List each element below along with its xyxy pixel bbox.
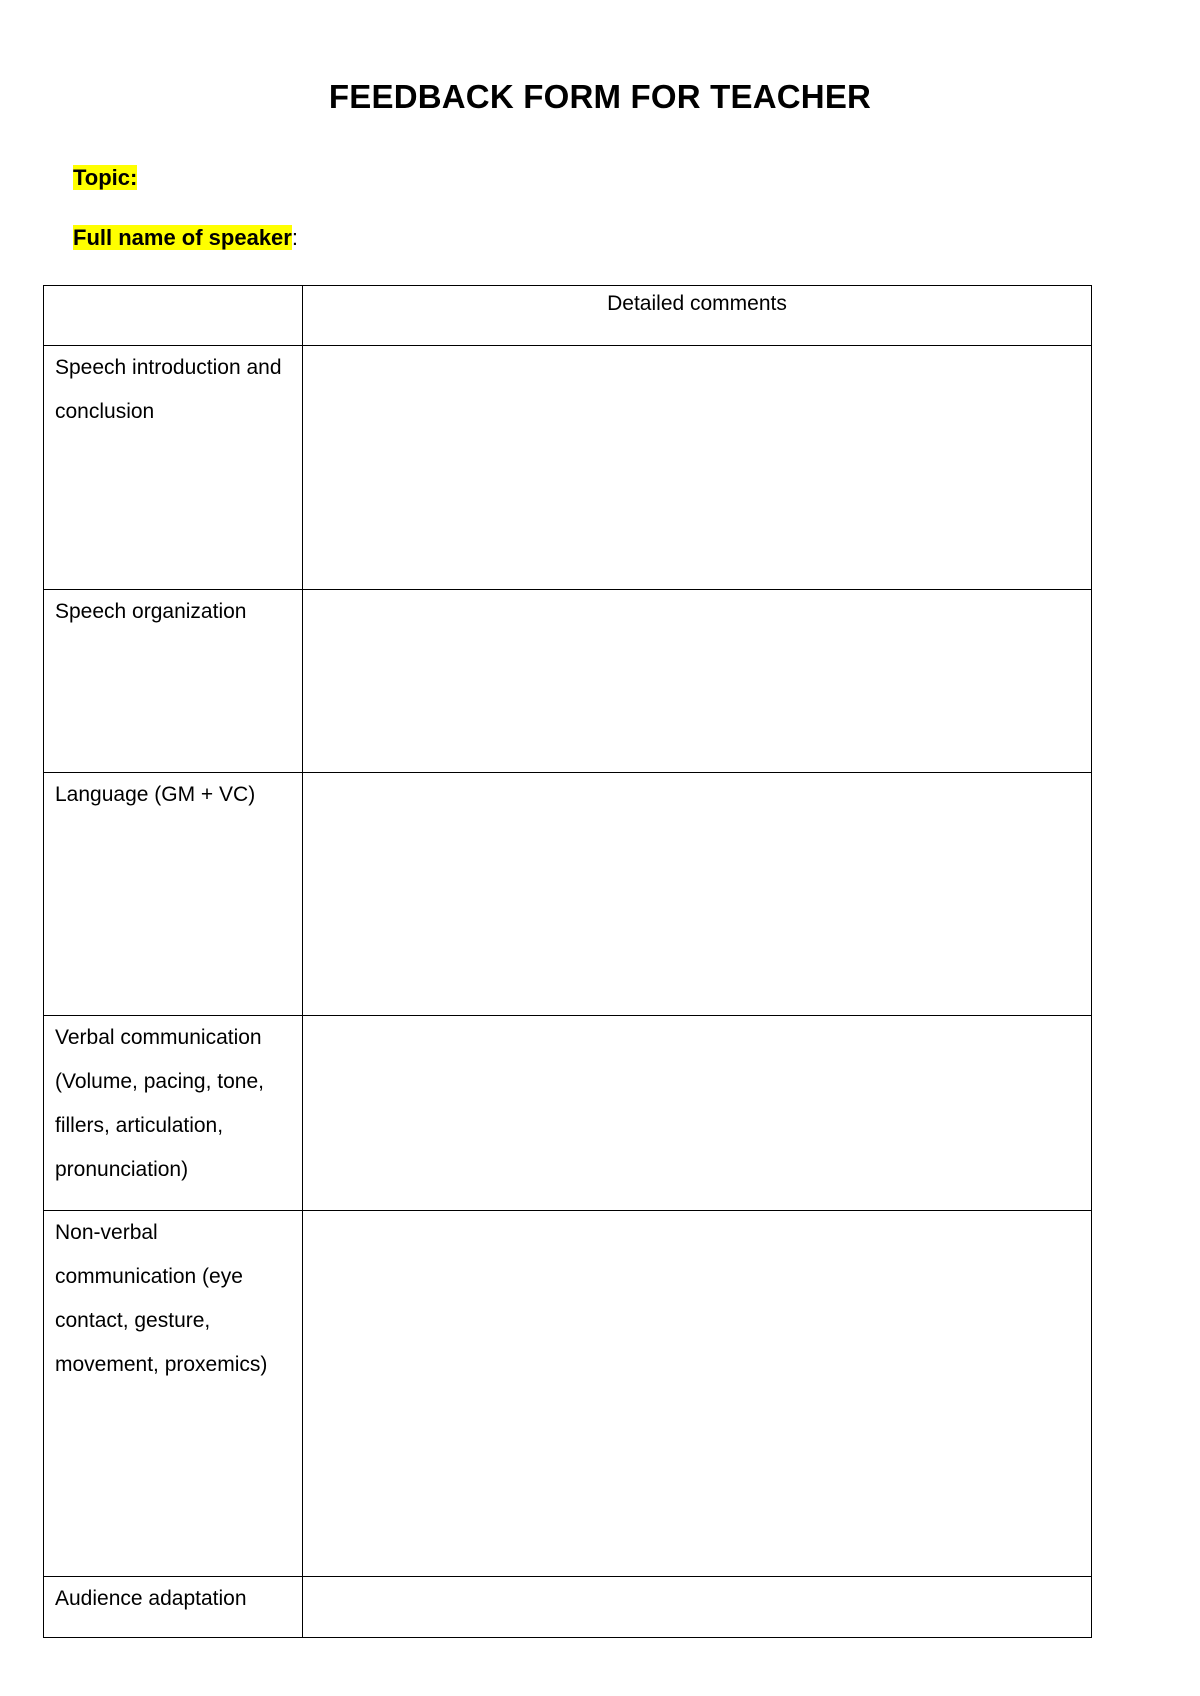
table-row <box>44 1577 1092 1638</box>
table-header-row <box>44 286 1092 346</box>
header-comments-cell <box>303 286 1092 346</box>
header-label-cell <box>44 286 303 346</box>
table-row <box>44 1211 1092 1577</box>
criterion-cell <box>44 1211 303 1577</box>
comment-cell[interactable] <box>303 346 1092 590</box>
criterion-cell <box>44 773 303 1016</box>
criterion-label: Speech introduction and conclusion <box>55 356 282 423</box>
criterion-cell <box>44 1577 303 1638</box>
feedback-table <box>43 285 1092 1638</box>
table-row <box>44 346 1092 590</box>
criterion-label: Language (GM + VC) <box>55 783 256 806</box>
criterion-label: Verbal communication (Volume, pacing, tone, fillers, articulation, pronunciation) <box>55 1026 264 1181</box>
criterion-label: Non-verbal communication (eye contact, gesture, movement, proxemics) <box>55 1221 268 1376</box>
topic-label: Topic: <box>73 165 138 190</box>
criterion-cell <box>44 346 303 590</box>
comment-cell[interactable] <box>303 1016 1092 1211</box>
criterion-cell <box>44 590 303 773</box>
speaker-name-colon: : <box>291 225 298 250</box>
speaker-name-field <box>73 225 298 251</box>
criterion-label: Speech organization <box>55 600 247 623</box>
table-row <box>44 773 1092 1016</box>
criterion-cell <box>44 1016 303 1211</box>
topic-field <box>73 165 137 191</box>
table-row <box>44 590 1092 773</box>
criterion-label: Audience adaptation <box>55 1587 247 1610</box>
comment-cell[interactable] <box>303 1577 1092 1638</box>
comment-cell[interactable] <box>303 590 1092 773</box>
comment-cell[interactable] <box>303 1211 1092 1577</box>
page-title: FEEDBACK FORM FOR TEACHER <box>328 78 872 115</box>
header-comments-label: Detailed comments <box>607 292 787 315</box>
speaker-name-label: Full name of speaker <box>73 225 292 250</box>
comment-cell[interactable] <box>303 773 1092 1016</box>
table-row <box>44 1016 1092 1211</box>
